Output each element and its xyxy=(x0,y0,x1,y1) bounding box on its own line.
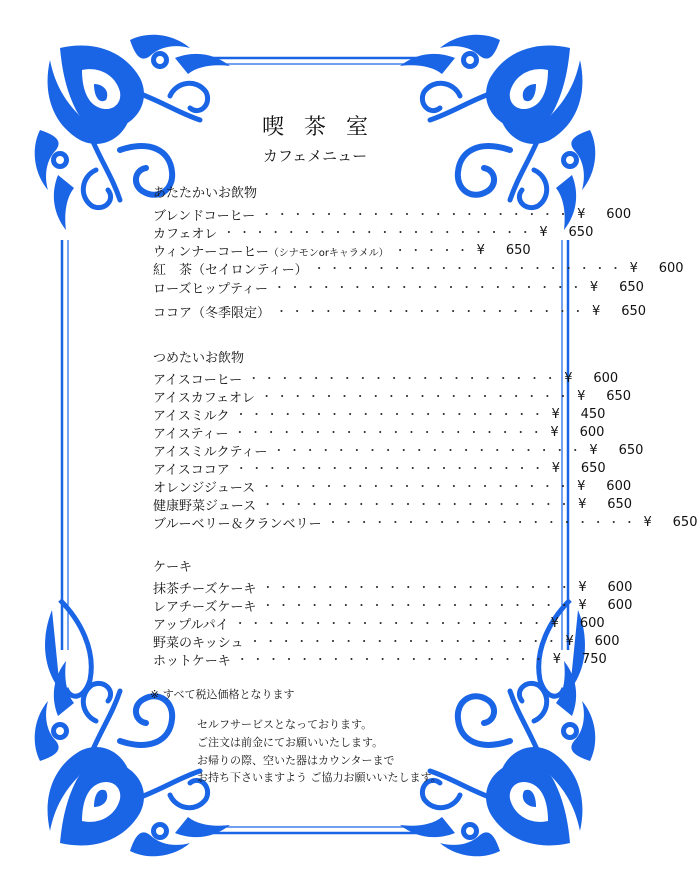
service-message: お持ち下さいますよう ご協力お願いいたします。 xyxy=(197,771,442,784)
corner-bottom-right xyxy=(400,661,595,856)
page-title: 喫茶室 xyxy=(261,115,388,140)
section-heading-hot-drinks: あたたかいお飲物 xyxy=(153,186,258,201)
menu-item: 野菜のキッシュ ・・・・・・・・・・・・・・・・・・・・ ¥ 600 xyxy=(153,633,620,651)
menu-item: オレンジジュース ・・・・・・・・・・・・・・・・・・・・ ¥ 600 xyxy=(153,478,632,496)
menu-item: アイスカフェオレ ・・・・・・・・・・・・・・・・・・・・ ¥ 650 xyxy=(153,388,632,406)
menu-item: ブルーベリー＆クランベリー ・・・・・・・・・・・・・・・・・・・・ ¥ 650 xyxy=(153,514,697,532)
service-message: ご注文は前金にてお願いいたします。 xyxy=(197,736,384,749)
service-message: お帰りの際、空いた器はカウンターまで xyxy=(197,754,395,767)
menu-item: ウィンナーコーヒー（シナモンorキャラメル） ・・・・・ ¥ 650 xyxy=(153,242,531,260)
menu-item: 健康野菜ジュース ・・・・・・・・・・・・・・・・・・・・ ¥ 650 xyxy=(153,496,633,514)
menu-item: ココア（冬季限定） ・・・・・・・・・・・・・・・・・・・・ ¥ 650 xyxy=(153,303,647,321)
section-heading-cold-drinks: つめたいお飲物 xyxy=(153,351,245,366)
menu-item: ブレンドコーヒー ・・・・・・・・・・・・・・・・・・・・ ¥ 600 xyxy=(153,206,632,224)
menu-item: 抹茶チーズケーキ ・・・・・・・・・・・・・・・・・・・・ ¥ 600 xyxy=(153,579,633,597)
menu-item: アイスティー ・・・・・・・・・・・・・・・・・・・・ ¥ 600 xyxy=(153,424,605,442)
menu-item: アイスミルク ・・・・・・・・・・・・・・・・・・・・ ¥ 450 xyxy=(153,406,606,424)
menu-item: アイスミルクティー ・・・・・・・・・・・・・・・・・・・・ ¥ 650 xyxy=(153,442,644,460)
service-message: セルフサービスとなっております。 xyxy=(197,718,373,731)
tax-note: ※ すべて税込価格となります xyxy=(150,688,295,701)
menu-item: カフェオレ ・・・・・・・・・・・・・・・・・・・・ ¥ 650 xyxy=(153,224,594,242)
menu-item: アイスコーヒー ・・・・・・・・・・・・・・・・・・・・ ¥ 600 xyxy=(153,370,619,388)
menu-item: ホットケーキ ・・・・・・・・・・・・・・・・・・・・ ¥ 750 xyxy=(153,651,607,669)
menu-item: ローズヒップティー ・・・・・・・・・・・・・・・・・・・・ ¥ 650 xyxy=(153,279,644,297)
menu-item: アップルパイ ・・・・・・・・・・・・・・・・・・・・ ¥ 600 xyxy=(153,615,605,633)
section-heading-cakes: ケーキ xyxy=(153,560,193,575)
menu-item: アイスココア ・・・・・・・・・・・・・・・・・・・・ ¥ 650 xyxy=(153,460,606,478)
page-subtitle: カフェメニュー xyxy=(262,147,368,165)
menu-item: 紅 茶（セイロンティー） ・・・・・・・・・・・・・・・・・・・・ ¥ 600 xyxy=(153,260,684,278)
menu-item: レアチーズケーキ ・・・・・・・・・・・・・・・・・・・・ ¥ 600 xyxy=(153,597,633,615)
